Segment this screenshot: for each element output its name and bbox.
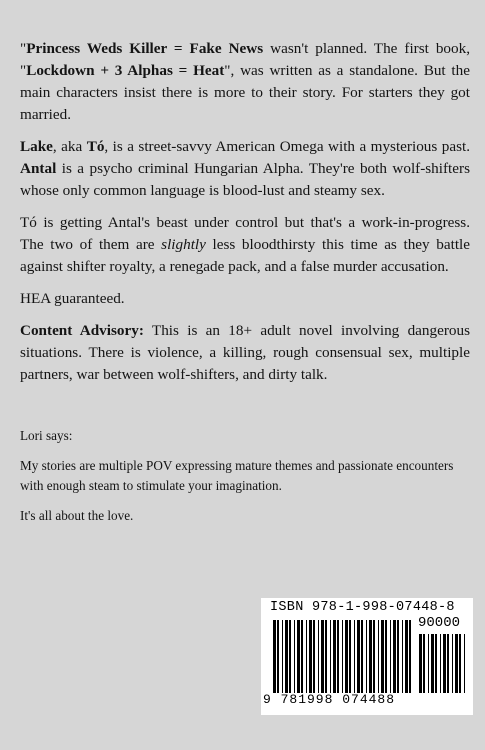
barcode-bar — [419, 634, 422, 693]
barcode-bar — [301, 620, 303, 693]
barcode-bar — [385, 620, 387, 693]
book-title-current: Princess Weds Killer = Fake News — [26, 40, 264, 57]
back-cover-blurb — [20, 38, 470, 526]
barcode-bar — [464, 634, 465, 693]
book-title-previous: Lockdown + 3 Alphas = Heat — [26, 62, 225, 79]
text-span: , is a street-savvy American Omega with a mysterious past. — [104, 138, 470, 155]
barcode-bar — [381, 620, 384, 693]
blurb-paragraph-3 — [20, 212, 470, 278]
text-span: Tó is getting Antal's beast under control but that's a work-in-progress. The two of them are — [20, 214, 470, 253]
barcode-bar — [393, 620, 396, 693]
text-span: , aka — [52, 138, 87, 155]
barcode-bar — [318, 620, 319, 693]
isbn-number: ISBN 978-1-998-07448-8 — [270, 600, 455, 615]
barcode-bar — [405, 620, 408, 693]
barcode-bar — [435, 634, 437, 693]
quote-mark: " — [20, 40, 27, 57]
character-name: Lake — [20, 138, 53, 155]
barcode-bar — [357, 620, 360, 693]
barcode-bar — [402, 620, 403, 693]
author-statement: My stories are multiple POV expressing mature themes and passionate encounters with enough steam to stimulate your imagination. — [20, 458, 454, 493]
barcode-bar — [455, 634, 458, 693]
barcode-bar — [325, 620, 327, 693]
barcode-bar — [366, 620, 367, 693]
barcode-bar — [440, 634, 441, 693]
barcode-bar — [297, 620, 300, 693]
barcode-bar — [349, 620, 351, 693]
content-advisory — [20, 320, 470, 386]
text-span: This is an 18+ adult novel involving dangerous situations. There is violence, a killing, rough consensual sex, multiple partners, war between wolf-shifters, and dirty talk. — [20, 322, 470, 383]
barcode-bar — [321, 620, 324, 693]
price-code: 90000 — [418, 615, 461, 631]
barcode-bar — [443, 634, 446, 693]
advisory-label: Content Advisory: — [20, 322, 144, 339]
author-tagline: It's all about the love. — [20, 508, 134, 523]
barcode-bar — [277, 620, 279, 693]
barcode-bar — [345, 620, 348, 693]
barcode-bar — [361, 620, 363, 693]
barcode-bar — [423, 634, 425, 693]
barcode-bar — [342, 620, 343, 693]
barcode-bar — [285, 620, 288, 693]
barcode-bar — [309, 620, 312, 693]
barcode-bar — [452, 634, 453, 693]
barcode-bar — [409, 620, 411, 693]
barcode-bar — [273, 620, 276, 693]
blurb-paragraph-1 — [20, 38, 470, 126]
barcode-bar — [313, 620, 315, 693]
blurb-paragraph-4: HEA guaranteed. — [20, 290, 125, 307]
barcode-bar — [397, 620, 399, 693]
barcode-bar — [337, 620, 339, 693]
barcode-bar — [333, 620, 336, 693]
blurb-paragraph-2 — [20, 136, 470, 202]
barcode-bar — [289, 620, 291, 693]
text-span: less bloodthirsty this time as they battle against shifter royalty, a renegade pack, and a false murder accusation. — [20, 236, 471, 275]
barcode-bar — [459, 634, 461, 693]
text-span: ", was written as a standalone. But the main characters insist there is more to their story. For starters they got married. — [20, 62, 470, 123]
barcode-bar — [447, 634, 449, 693]
ean-digits: 9 781998 074488 — [263, 692, 396, 707]
barcode-bar — [306, 620, 307, 693]
barcode-bar — [431, 634, 434, 693]
barcode-bar — [373, 620, 375, 693]
text-span: is a psycho criminal Hungarian Alpha. They're both wolf-shifters whose only common language is blood-lust and steamy sex. — [20, 160, 470, 199]
barcode-bar — [330, 620, 331, 693]
author-note — [20, 426, 470, 526]
barcode-bar — [428, 634, 429, 693]
character-name: Antal — [20, 160, 57, 177]
barcode-bar — [282, 620, 283, 693]
emphasis: slightly — [161, 236, 206, 253]
barcode-bar — [378, 620, 379, 693]
character-alias: Tó — [86, 138, 105, 155]
isbn-barcode — [261, 598, 473, 715]
barcode-bar — [390, 620, 391, 693]
barcode-bar — [354, 620, 355, 693]
barcode-bar — [369, 620, 372, 693]
text-span: wasn't planned. The first book, " — [20, 40, 470, 79]
barcode-bar — [294, 620, 295, 693]
author-says: Lori says: — [20, 428, 73, 443]
